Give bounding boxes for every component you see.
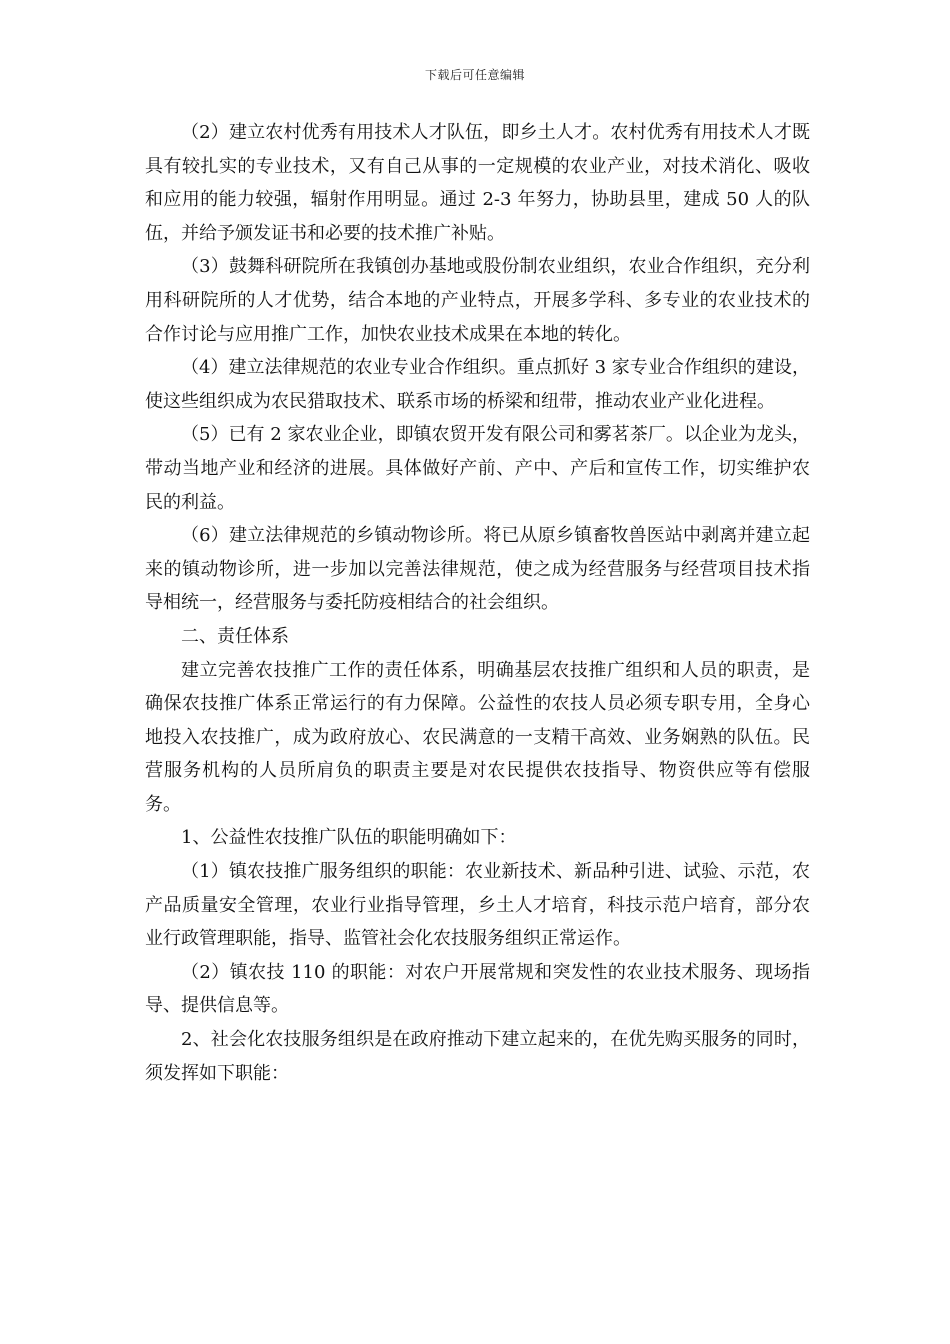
paragraph-public-team-functions: 1、公益性农技推广队伍的职能明确如下：: [181, 827, 517, 849]
paragraph-cooperatives: （4）建立法律规范的农业专业合作组织。重点抓好 3 家专业合作组织的建设，使这些组织成为农民猎取技术、联系市场的桥梁和纽带，推动农业产业化进程。: [145, 357, 810, 412]
paragraph-agri-enterprises: （5）已有 2 家农业企业，即镇农贸开发有限公司和雾茗茶厂。以企业为龙头，带动当地产业和经济的进展。具体做好产前、产中、产后和宣传工作，切实维护农民的利益。: [145, 424, 810, 513]
page-header: 下载后可任意编辑: [424, 68, 525, 82]
paragraph-animal-clinic: （6）建立法律规范的乡镇动物诊所。将已从原乡镇畜牧兽医站中剥离并建立起来的镇动物诊所，进一步加以完善法律规范，使之成为经营服务与经营项目技术指导相统一，经营服务与委托防疫相结合的社会组织。: [145, 525, 810, 614]
paragraph-social-service-orgs: 2、社会化农技服务组织是在政府推动下建立起来的，在优先购买服务的同时，须发挥如下职能：: [145, 1029, 810, 1084]
paragraph-agritech-110: （2）镇农技 110 的职能：对农户开展常规和突发性的农业技术服务、现场指导、提供信息等。: [145, 961, 810, 1017]
paragraph-town-service-functions: （1）镇农技推广服务组织的职能：农业新技术、新品种引进、试验、示范，农产品质量安全管理，农业行业指导管理，乡土人才培育，科技示范户培育，部分农业行政管理职能，指导、监管社会化农技服务组织正常运作。: [145, 861, 810, 950]
paragraph-responsibility-system: 建立完善农技推广工作的责任体系，明确基层农技推广组织和人员的职责，是确保农技推广体系正常运行的有力保障。公益性的农技人员必须专职专用，全身心地投入农技推广，成为政府放心、农民满意的一支精干高效、业务娴熟的队伍。民营服务机构的人员所肩负的职责主要是对农民提供农技指导、物资供应等有偿服务。: [145, 659, 810, 815]
document-body: [145, 116, 810, 1090]
section-heading-responsibility: 二、责任体系: [181, 625, 289, 647]
paragraph-research-institutes: （3）鼓舞科研院所在我镇创办基地或股份制农业组织，农业合作组织，充分利用科研院所的人才优势，结合本地的产业特点，开展多学科、多专业的农业技术的合作讨论与应用推广工作，加快农业技术成果在本地的转化。: [145, 256, 810, 345]
paragraph-talent-team: （2）建立农村优秀有用技术人才队伍，即乡土人才。农村优秀有用技术人才既具有较扎实的专业技术，又有自己从事的一定规模的农业产业，对技术消化、吸收和应用的能力较强，辐射作用明显。通过 2-3 年努力，协助县里，建成 50 人的队伍，并给予颁发证书和必要的技术推广补贴。: [145, 122, 810, 244]
